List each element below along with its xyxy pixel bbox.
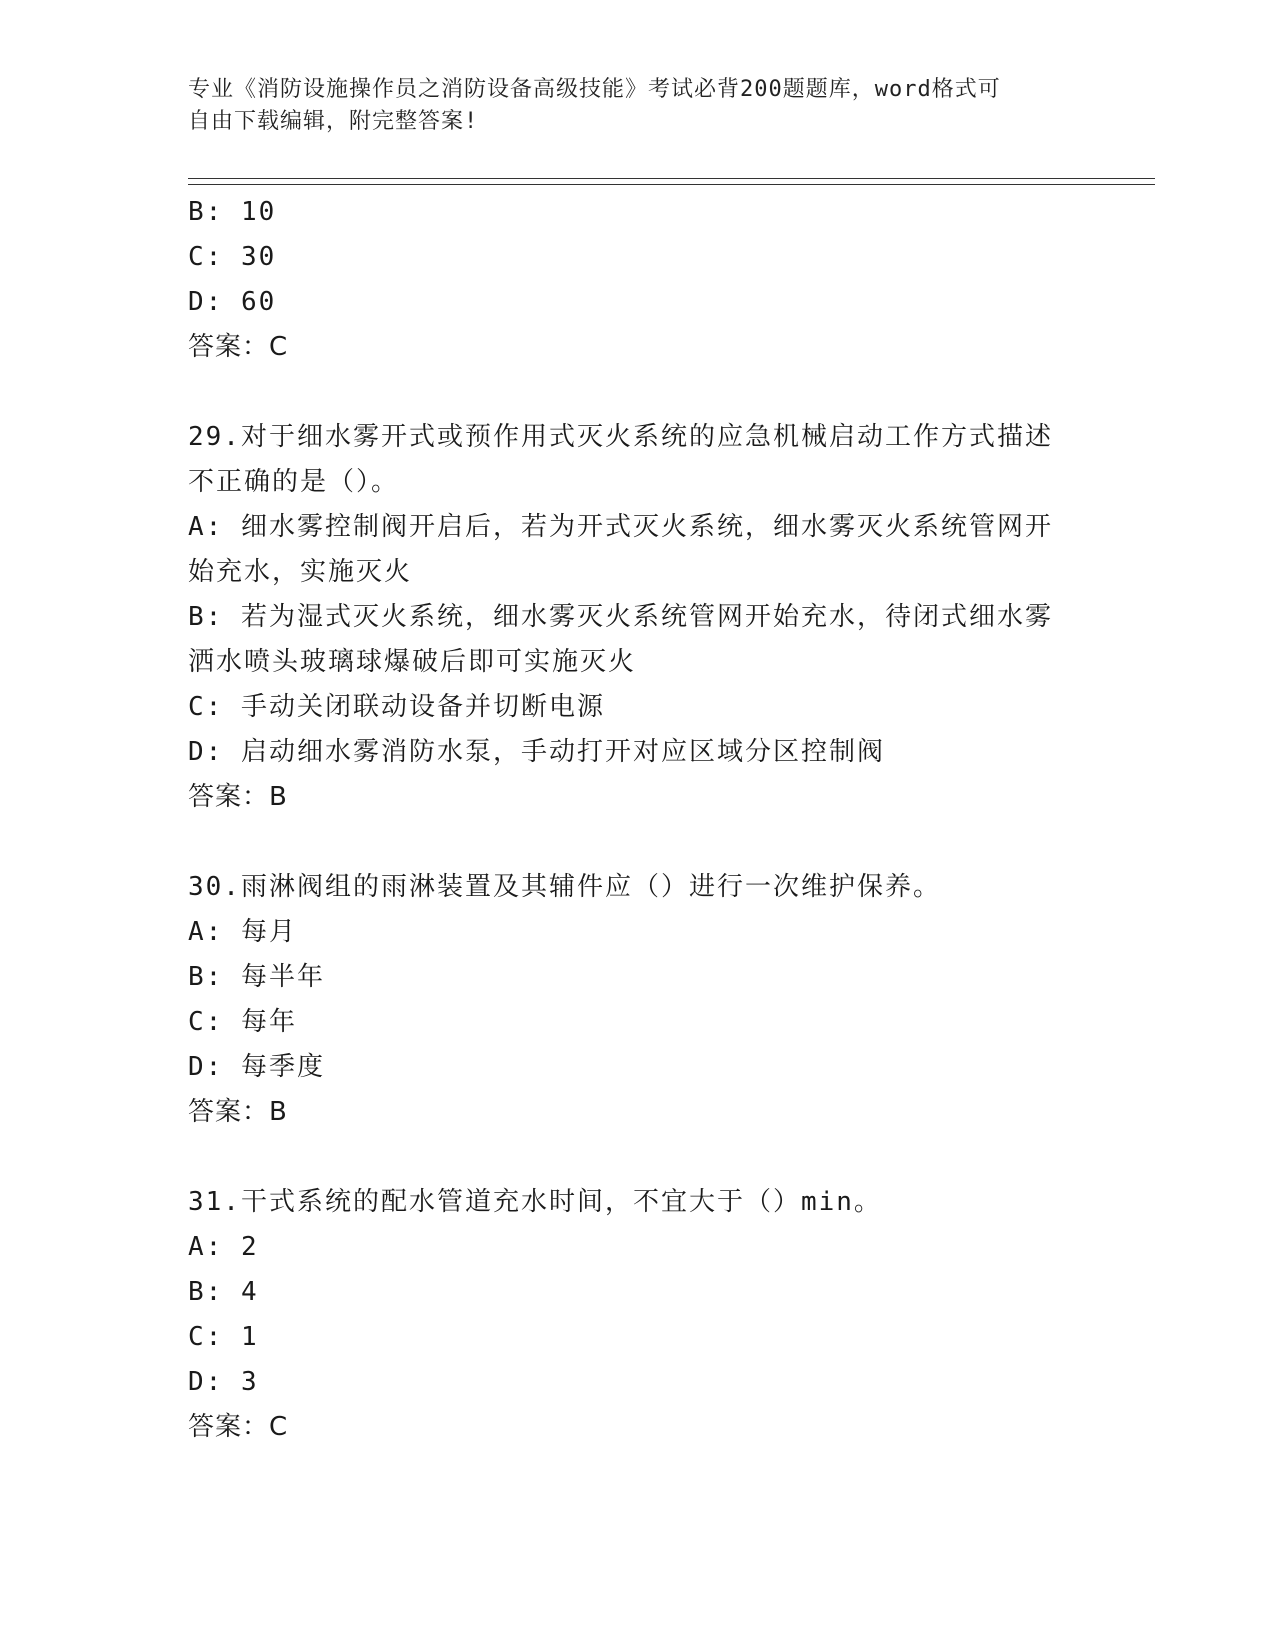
option-b: B: 每半年 [188,962,325,992]
option-b: B: 10 [188,197,277,227]
spacer [188,820,1088,865]
option-d: D: 3 [188,1367,259,1397]
option-a-cont: 始充水，实施灭火 [188,557,413,587]
option-c: C: 30 [188,242,277,272]
header-line-2: 自由下载编辑，附完整答案! [188,109,479,134]
option-b-cont: 洒水喷头玻璃球爆破后即可实施灭火 [188,647,637,677]
question-stem-cont: 不正确的是（）。 [188,467,400,497]
spacer [188,1135,1088,1180]
option-c: C: 手动关闭联动设备并切断电源 [188,692,605,722]
header-divider [188,178,1155,185]
option-a: A: 细水雾控制阀开启后，若为开式灭火系统，细水雾灭火系统管网开 [188,512,1053,542]
answer-line: 答案：B [188,782,288,812]
option-c: C: 1 [188,1322,259,1352]
header-line-1: 专业《消防设施操作员之消防设备高级技能》考试必背200题题库，word格式可 [188,77,1001,102]
option-b: B: 若为湿式灭火系统，细水雾灭火系统管网开始充水，待闭式细水雾 [188,602,1053,632]
document-body [188,190,1088,1450]
document-header [188,74,1068,138]
answer-line: 答案：C [188,332,289,362]
option-d: D: 启动细水雾消防水泵，手动打开对应区域分区控制阀 [188,737,885,767]
question-stem: 31.干式系统的配水管道充水时间，不宜大于（）min。 [188,1187,882,1217]
answer-line: 答案：C [188,1412,289,1442]
question-stem: 29.对于细水雾开式或预作用式灭火系统的应急机械启动工作方式描述 [188,422,1053,452]
option-b: B: 4 [188,1277,259,1307]
question-stem: 30.雨淋阀组的雨淋装置及其辅件应（）进行一次维护保养。 [188,872,941,902]
question-31 [188,1180,1088,1450]
question-29 [188,415,1088,820]
question-28-tail [188,190,1088,370]
option-a: A: 每月 [188,917,297,947]
answer-line: 答案：B [188,1097,288,1127]
option-c: C: 每年 [188,1007,297,1037]
option-d: D: 每季度 [188,1052,325,1082]
question-30 [188,865,1088,1135]
option-d: D: 60 [188,287,277,317]
option-a: A: 2 [188,1232,259,1262]
spacer [188,370,1088,415]
